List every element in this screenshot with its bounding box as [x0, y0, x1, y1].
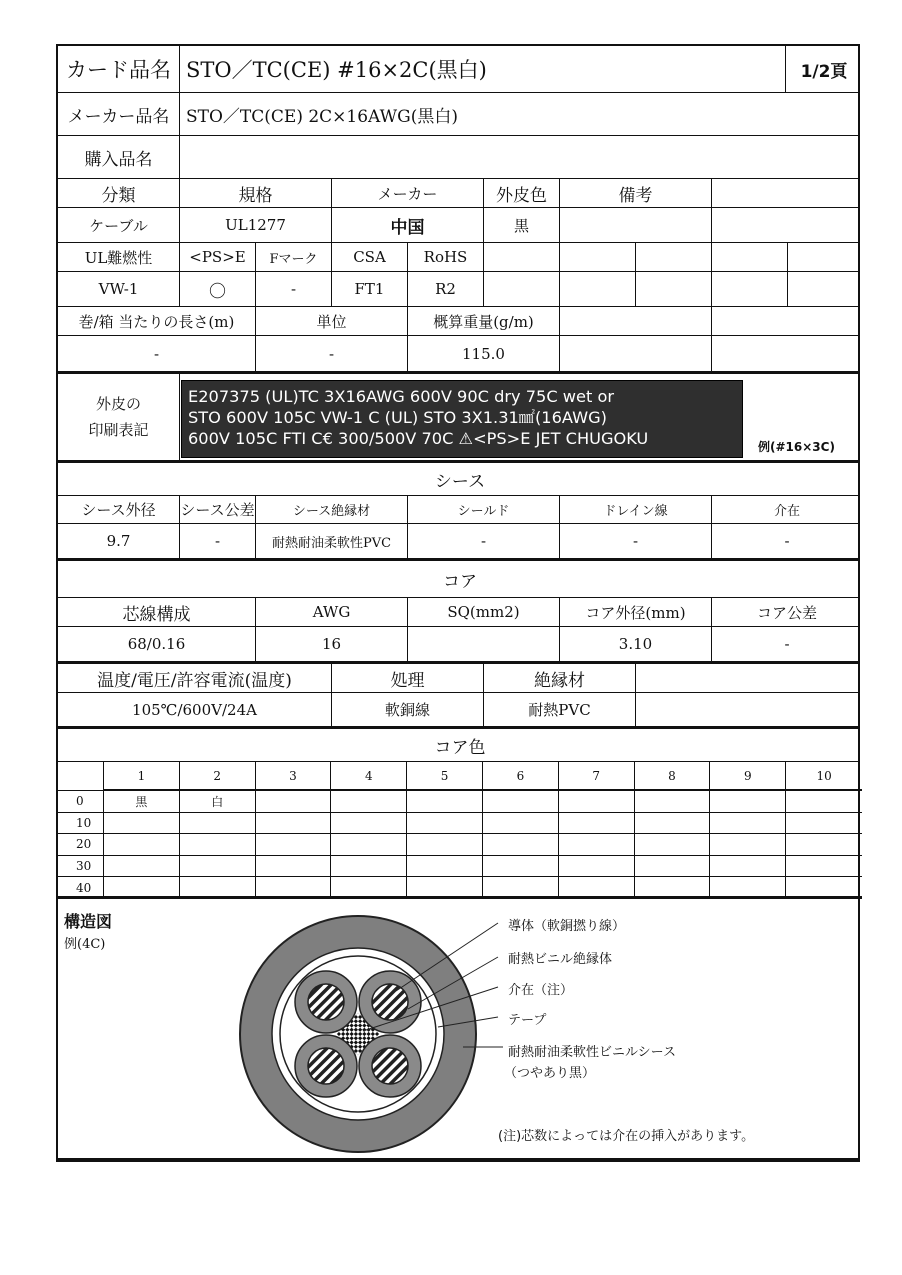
maker-name-row [58, 93, 858, 136]
core-color-cell [635, 791, 711, 813]
sheath-header-row [58, 496, 858, 524]
core-color-cell [710, 813, 786, 835]
core-color-cell [331, 856, 407, 878]
core-header-od: コア外径(mm) [560, 598, 712, 626]
core-header-row [58, 598, 858, 627]
callout-insulation: 耐熱ビニル絶縁体 [508, 952, 613, 967]
spec-header-standard: 規格 [180, 179, 332, 207]
rating-value-temp: 105℃/600V/24A [58, 693, 332, 726]
structure-section [58, 899, 862, 1162]
sheath-value-tolerance: - [180, 524, 256, 558]
core-color-cell [710, 791, 786, 813]
ul-header-csa: CSA [332, 243, 408, 271]
core-color-cell [407, 877, 483, 899]
core-color-cell [180, 834, 256, 856]
core-value-tolerance: - [784, 635, 790, 653]
core-color-row-label: 10 [58, 813, 104, 835]
core-color-cell [104, 877, 180, 899]
core-color-cell [256, 813, 332, 835]
core-color-cell [483, 791, 559, 813]
spec-value-remarks [560, 208, 712, 242]
ul-value-blank-3 [636, 272, 712, 306]
purchase-name-row [58, 136, 858, 179]
core-color-cell [407, 813, 483, 835]
length-header-per-roll: 巻/箱 当たりの長さ(m) [58, 307, 256, 335]
core-color-cell [407, 834, 483, 856]
core-color-cell: 白 [180, 791, 256, 813]
core-header-strand: 芯線構成 [58, 598, 256, 626]
sheath-value-shield: - [408, 524, 560, 558]
core-color-cell [256, 856, 332, 878]
length-value-blank-1 [560, 336, 712, 371]
core-color-title-row [58, 729, 858, 762]
sheath-value-filler: - [784, 532, 790, 550]
card-name-row [58, 46, 858, 93]
printing-label-line1: 外皮の [95, 395, 141, 413]
rating-header-temp: 温度/電圧/許容電流(温度) [58, 664, 332, 692]
sheath-value-insulation: 耐熱耐油柔軟性PVC [256, 524, 408, 558]
ul-header-blank-1 [484, 243, 560, 271]
core-color-cell [180, 856, 256, 878]
core-color-cell [180, 877, 256, 899]
spec-header-maker: メーカー [332, 179, 484, 207]
core-color-cell [180, 813, 256, 835]
core-color-row-label: 20 [58, 834, 104, 856]
core-color-row-label: 0 [58, 791, 104, 813]
card-name-value: STO／TC(CE) #16×2C(黒白) [180, 46, 786, 92]
sheath-header-filler: 介在 [773, 504, 800, 519]
core-color-cell [635, 856, 711, 878]
sheath-title-row [58, 463, 858, 496]
spec-header-blank [712, 179, 862, 207]
spec-header-category: 分類 [58, 179, 180, 207]
core-color-cell [483, 834, 559, 856]
printing-label [58, 374, 180, 460]
card-name-label: カード品名 [58, 46, 180, 92]
ul-header-row [58, 243, 858, 272]
core-value-strand: 68/0.16 [58, 627, 256, 661]
sheath-title: シース [434, 471, 486, 492]
rating-value-blank [636, 693, 862, 726]
ul-value-blank-2 [560, 272, 636, 306]
core-color-cell [559, 813, 635, 835]
spec-header-remarks: 備考 [560, 179, 712, 207]
core-color-column-header: 10 [786, 762, 862, 791]
core-color-cell [635, 877, 711, 899]
core-color-column-header: 7 [559, 762, 635, 791]
core-color-cell [104, 834, 180, 856]
rating-header-insulation: 絶縁材 [484, 664, 636, 692]
core-1 [295, 971, 357, 1033]
spec-value-row [58, 208, 858, 243]
spec-value-maker: 中国 [332, 208, 484, 242]
ul-value-csa: FT1 [332, 272, 408, 306]
ul-value-blank-5 [788, 272, 862, 306]
core-color-cell [331, 834, 407, 856]
callout-filler: 介在（注） [508, 983, 574, 998]
structure-example: 例(4C) [64, 937, 106, 952]
length-header-unit: 単位 [256, 307, 408, 335]
length-value-row [58, 336, 858, 374]
spec-value-category: ケーブル [58, 208, 180, 242]
spec-header-row [58, 179, 858, 208]
core-color-column-header: 3 [256, 762, 332, 791]
sheath-value-drain: - [560, 524, 712, 558]
ul-value-rohs: R2 [408, 272, 484, 306]
rating-header-treatment: 処理 [332, 664, 484, 692]
ul-value-blank-4 [712, 272, 788, 306]
ul-value-pse: 〇 [180, 272, 256, 306]
length-value-per-roll: - [58, 336, 256, 371]
core-color-cell [331, 791, 407, 813]
core-color-cell [104, 856, 180, 878]
sheath-value-od: 9.7 [58, 524, 180, 558]
core-color-column-header: 4 [331, 762, 407, 791]
ul-value-fmark: - [256, 272, 332, 306]
core-value-sq [408, 627, 560, 661]
length-value-blank-2 [712, 336, 862, 371]
core-color-column-header: 1 [104, 762, 180, 791]
core-color-cell [635, 834, 711, 856]
ul-header-fmark: Fマーク [256, 243, 332, 271]
core-color-cell [331, 877, 407, 899]
core-color-cell [635, 813, 711, 835]
page-indicator: 1/2頁 [800, 61, 848, 82]
ul-value-flame: VW-1 [58, 272, 180, 306]
ul-header-rohs: RoHS [408, 243, 484, 271]
callout-sheath: 耐熱耐油柔軟性ビニルシース [508, 1045, 677, 1060]
ul-value-row [58, 272, 858, 307]
core-header-awg: AWG [256, 598, 408, 626]
length-header-blank-1 [560, 307, 712, 335]
spec-sheet [56, 44, 860, 1162]
core-header-tolerance: コア公差 [756, 603, 817, 622]
cable-cross-section-diagram [58, 899, 862, 1162]
rating-value-row [58, 693, 858, 729]
ul-header-flame: UL難燃性 [58, 243, 180, 271]
core-color-column-header: 2 [180, 762, 256, 791]
core-color-cell [559, 834, 635, 856]
core-color-cell [710, 834, 786, 856]
core-color-cell: 黒 [104, 791, 180, 813]
core-color-cell [104, 813, 180, 835]
core-value-row [58, 627, 858, 664]
core-color-cell [483, 856, 559, 878]
ul-header-blank-3 [636, 243, 712, 271]
purchase-name-value [180, 136, 862, 178]
core-3 [295, 1035, 357, 1097]
length-value-unit: - [256, 336, 408, 371]
ul-header-blank-4 [712, 243, 788, 271]
sheath-header-tolerance: シース公差 [180, 496, 256, 523]
printing-line-2: STO 600V 105C VW-1 C (UL) STO 3X1.31㎟(16AWG) [188, 408, 607, 427]
spec-value-jacket-color: 黒 [484, 208, 560, 242]
ul-header-blank-2 [560, 243, 636, 271]
core-color-cell [786, 834, 862, 856]
core-color-corner [58, 762, 104, 791]
structure-footnote: (注)芯数によっては介在の挿入があります。 [498, 1129, 755, 1144]
structure-title: 構造図 [64, 912, 113, 931]
core-color-cell [256, 791, 332, 813]
length-header-blank-2 [712, 307, 862, 335]
rating-value-insulation: 耐熱PVC [484, 693, 636, 726]
core-color-cell [407, 791, 483, 813]
core-color-grid [58, 762, 862, 899]
core-color-cell [710, 856, 786, 878]
core-color-cell [786, 856, 862, 878]
callout-tape: テープ [508, 1013, 547, 1028]
core-color-cell [407, 856, 483, 878]
sheath-value-row [58, 524, 858, 561]
printing-text-box [181, 380, 743, 458]
callout-conductor: 導体（軟銅撚り線） [508, 919, 626, 934]
maker-name-label: メーカー品名 [58, 93, 180, 135]
core-color-row-label: 40 [58, 877, 104, 899]
core-color-title: コア色 [434, 737, 486, 758]
core-color-column-header: 6 [483, 762, 559, 791]
core-color-cell [786, 813, 862, 835]
printing-line-3: 600V 105C FTI C€ 300/500V 70C ⚠<PS>E JET CHUGOKU [188, 429, 649, 448]
sheath-header-drain: ドレイン線 [560, 496, 712, 523]
rating-header-row [58, 664, 858, 693]
spec-value-blank [712, 208, 862, 242]
core-color-cell [559, 856, 635, 878]
core-color-cell [331, 813, 407, 835]
rating-value-treatment: 軟銅線 [332, 693, 484, 726]
core-color-cell [256, 877, 332, 899]
core-color-cell [559, 791, 635, 813]
core-color-column-header: 8 [635, 762, 711, 791]
length-header-weight: 概算重量(g/m) [408, 307, 560, 335]
core-title-row [58, 561, 858, 598]
purchase-name-label: 購入品名 [58, 136, 180, 178]
core-color-column-header: 5 [407, 762, 483, 791]
spec-header-jacket-color: 外皮色 [484, 179, 560, 207]
core-color-column-header: 9 [710, 762, 786, 791]
ul-value-blank-1 [484, 272, 560, 306]
core-title: コア [443, 571, 477, 592]
printing-row [58, 374, 858, 463]
maker-name-value: STO／TC(CE) 2C×16AWG(黒白) [186, 106, 458, 127]
core-header-sq: SQ(mm2) [408, 598, 560, 626]
core-value-awg: 16 [256, 627, 408, 661]
ul-header-pse: <PS>E [180, 243, 256, 271]
core-color-cell [256, 834, 332, 856]
core-color-cell [786, 877, 862, 899]
length-header-row [58, 307, 858, 336]
core-color-cell [483, 877, 559, 899]
core-color-row-label: 30 [58, 856, 104, 878]
core-4 [359, 1035, 421, 1097]
core-value-od: 3.10 [560, 627, 712, 661]
sheath-header-insulation: シース絶縁材 [256, 496, 408, 523]
spec-value-standard: UL1277 [180, 208, 332, 242]
sheath-header-od: シース外径 [58, 496, 180, 523]
printing-line-1: E207375 (UL)TC 3X16AWG 600V 90C dry 75C wet or [188, 387, 615, 406]
core-color-cell [786, 791, 862, 813]
core-color-cell [710, 877, 786, 899]
callout-sheath-note: （つやあり黒） [504, 1066, 596, 1081]
printing-example: 例(#16×3C) [758, 440, 835, 454]
core-color-cell [559, 877, 635, 899]
ul-header-blank-5 [788, 243, 862, 271]
printing-label-line2: 印刷表記 [88, 421, 149, 439]
length-value-weight: 115.0 [408, 336, 560, 371]
sheath-header-shield: シールド [408, 496, 560, 523]
rating-header-blank [636, 664, 862, 692]
core-color-cell [483, 813, 559, 835]
